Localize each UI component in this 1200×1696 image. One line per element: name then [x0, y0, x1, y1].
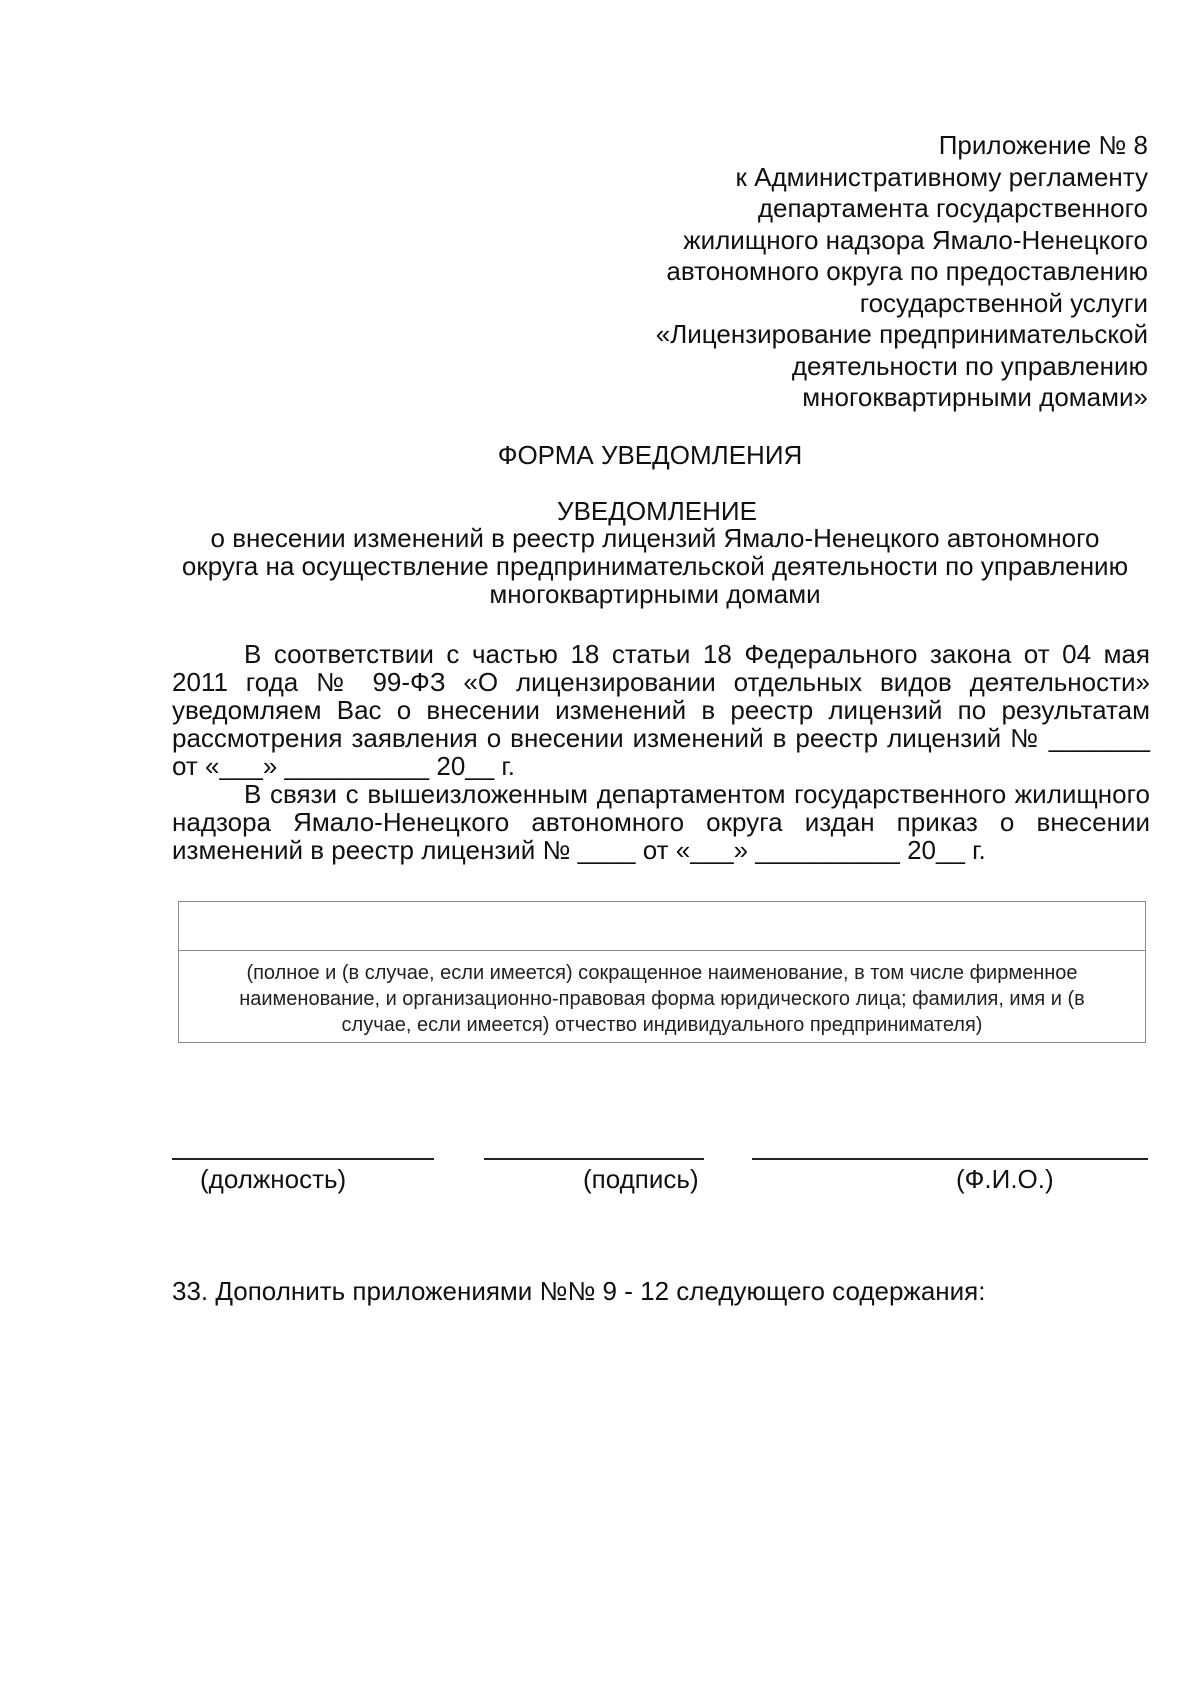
body-line: надзора Ямало-Ненецкого автономного округа издан приказ о внесении — [172, 807, 1150, 837]
position-caption: (должность) — [200, 1164, 347, 1194]
notice-subtitle-line: о внесении изменений в реестр лицензий Ямало-Ненецкого автономного — [210, 523, 1100, 553]
notice-subtitle-line: округа на осуществление предпринимательской деятельности по управлению — [181, 551, 1129, 581]
appendix-line: к Административному регламенту — [735, 161, 1148, 192]
signature-line[interactable] — [484, 1158, 704, 1160]
appendix-line: автономного округа по предоставлению — [666, 256, 1148, 286]
caption-line: наименование, и организационно-правовая форма юридического лица; фамилия, имя и (в — [239, 988, 1085, 1010]
body-line: рассмотрения заявления о внесении изменений в реестр лицензий № _______ — [172, 723, 1150, 753]
body-line: от «___» __________ 20__ г. — [172, 751, 515, 781]
notice-subtitle-line: многоквартирными домами — [489, 579, 821, 609]
position-signature-line[interactable] — [172, 1158, 434, 1160]
appendix-line: государственной услуги — [859, 287, 1148, 318]
appendix-line: многоквартирными домами» — [802, 382, 1148, 412]
body-line: В связи с вышеизложенным департаментом государственного жилищного — [244, 779, 1150, 809]
organization-name-caption — [179, 951, 1145, 1038]
notice-title: УВЕДОМЛЕНИЕ — [557, 496, 757, 526]
notice-body — [172, 640, 1150, 864]
caption-line: случае, если имеется) отчество индивидуального предпринимателя) — [341, 1014, 983, 1036]
body-line: уведомляем Вас о внесении изменений в реестр лицензий по результатам — [172, 695, 1150, 725]
appendix-line: «Лицензирование предпринимательской — [655, 319, 1148, 349]
full-name-signature-line[interactable] — [752, 1158, 1148, 1160]
signature-caption: (подпись) — [583, 1164, 699, 1194]
organization-name-field[interactable] — [179, 902, 1145, 951]
appendix-line: Приложение № 8 — [938, 130, 1148, 160]
body-line: изменений в реестр лицензий № ____ от «___» __________ 20__ г. — [172, 835, 986, 865]
caption-line: (полное и (в случае, если имеется) сокращенное наименование, в том числе фирменное — [246, 962, 1078, 984]
notice-subtitle — [160, 524, 1150, 608]
appendix-line: деятельности по управлению — [791, 350, 1148, 381]
closing-paragraph: 33. Дополнить приложениями №№ 9 - 12 следующего содержания: — [172, 1276, 986, 1306]
full-name-caption: (Ф.И.О.) — [956, 1164, 1054, 1194]
organization-name-box — [178, 901, 1146, 1043]
form-label: ФОРМА УВЕДОМЛЕНИЯ — [497, 440, 803, 470]
appendix-header — [540, 130, 1148, 414]
body-line: 2011 года № 99-ФЗ «О лицензировании отдельных видов деятельности» — [172, 667, 1150, 697]
appendix-line: департамента государственного — [757, 193, 1148, 223]
body-line: В соответствии с частью 18 статьи 18 Федерального закона от 04 мая — [244, 639, 1150, 669]
appendix-line: жилищного надзора Ямало-Ненецкого — [683, 224, 1148, 255]
